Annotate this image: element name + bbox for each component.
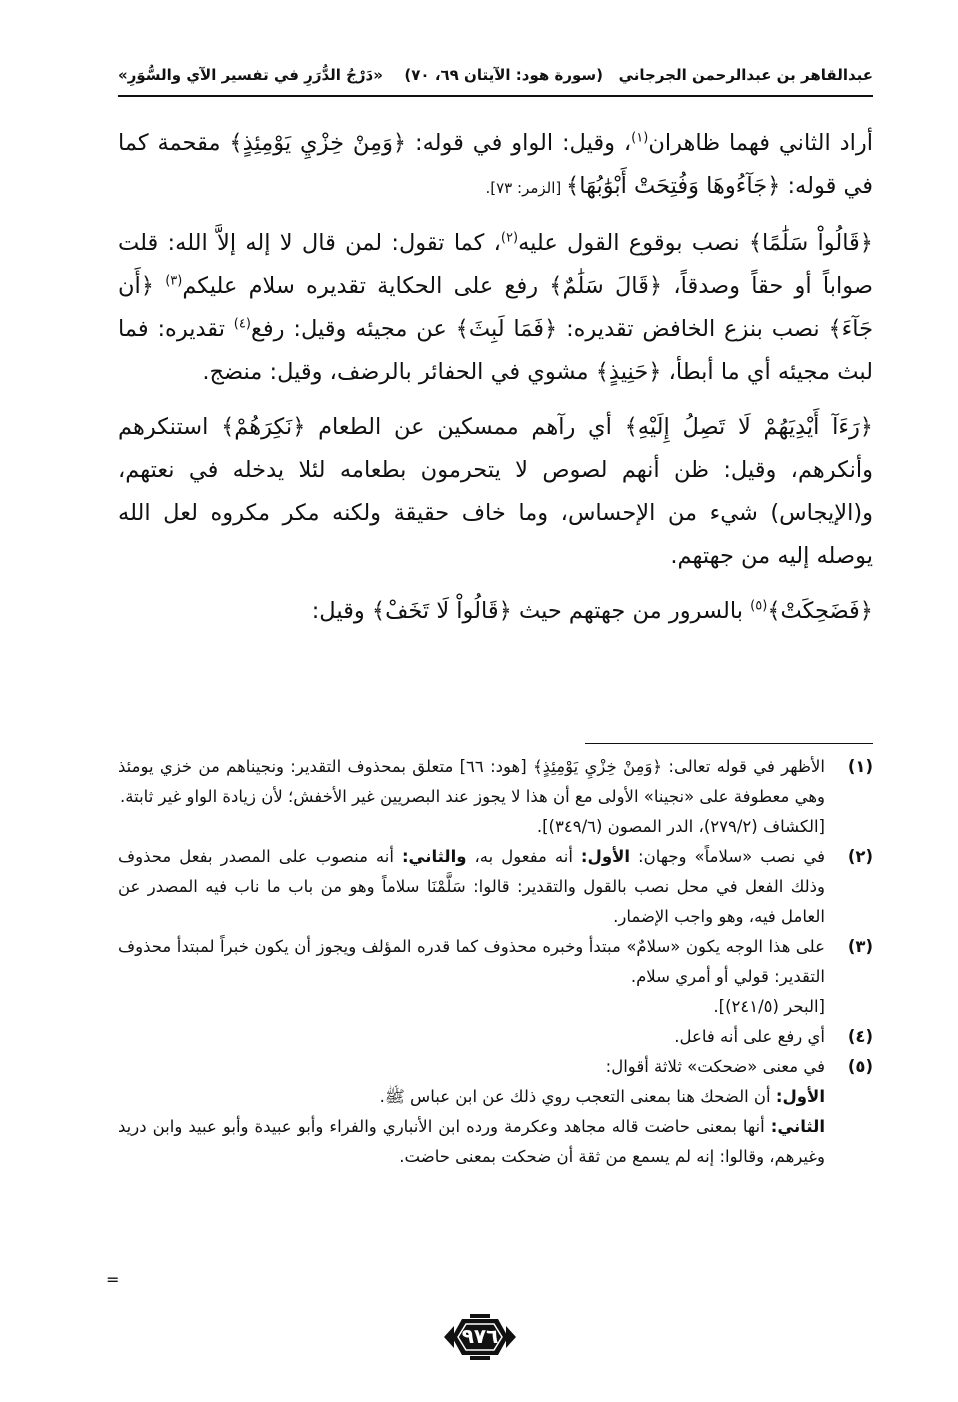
text-run: أنه منصوب على المصدر بفعل محذوف وذلك الفعل في محل نصب بالقول والتقدير: قالوا: سَلَّمْنَا سلاماً وهو من باب ما ناب فيه المصدر عن العامل فيه، وهو واجب الإضمار.	[118, 847, 825, 926]
quran-quote: ﴿قَالُواْ سَلَٰمًا﴾	[748, 230, 873, 256]
footnote-ref-4[interactable]: (٤)	[233, 316, 251, 332]
footnote-citation: [البحر (٢٤١/٥)].	[713, 997, 825, 1016]
paragraph-4	[118, 590, 873, 633]
footnote-text	[118, 842, 825, 932]
text-run: رفع على الحكاية تقديره سلام عليكم	[182, 273, 550, 299]
footnote-number: (٢)	[847, 847, 873, 866]
term-second: الثاني:	[770, 1117, 825, 1136]
footnote-ref-3[interactable]: (٣)	[165, 273, 183, 289]
text-run: أنه مفعول به،	[466, 847, 581, 866]
footnote-divider	[585, 743, 873, 744]
footnote-ref-1[interactable]: (١)	[631, 130, 649, 146]
text-run: الأظهر في قوله تعالى:	[662, 757, 825, 776]
footnote-ref-2[interactable]: (٢)	[500, 230, 519, 246]
footnote-text	[118, 1082, 825, 1112]
text-run: عن مجيئه وقيل: رفع	[250, 316, 456, 342]
footnote-ref-5[interactable]: (٥)	[750, 598, 768, 614]
quran-quote: ﴿فَمَا لَبِثَ﴾	[455, 316, 558, 342]
term-first: الأول:	[775, 1087, 825, 1106]
quran-quote: ﴿وَمِنْ خِزْيِ يَوْمِئِذٍ﴾	[229, 130, 407, 156]
text-run: ، وقيل: الواو في قوله:	[406, 130, 632, 156]
footnotes	[118, 752, 873, 1172]
footnote-3	[118, 932, 873, 1022]
quran-quote: ﴿رَءَآ أَيْدِيَهُمْ لَا تَصِلُ إِلَيْهِ﴾	[624, 414, 873, 440]
footnote-number: (٤)	[847, 1027, 873, 1046]
footnote-text	[118, 1052, 825, 1082]
header-book-title: «دَرْجُ الدُّرَرِ في تفسير الآي والسُّوَرِ»	[118, 66, 383, 84]
paragraph-2	[118, 222, 873, 394]
text-run: أراد الثاني فهما ظاهران	[648, 130, 873, 156]
text-run: تقديره: فما لبث مجيئه أي ما أبطأ،	[118, 316, 873, 385]
footnote-number: (٥)	[847, 1057, 873, 1076]
text-run: ، كما تقول: لمن قال لا إله إلاَّ الله: قلت صواباً أو حقاً وصدقاً،	[118, 230, 873, 299]
quran-quote: ﴿أَن جَآءَ﴾	[118, 273, 873, 342]
quran-quote: ﴿وَمِنْ خِزْيِ يَوْمِئِذٍ﴾	[532, 757, 663, 776]
paragraph-1	[118, 122, 873, 210]
footnote-citation: [الكشاف (٢٧٩/٢)، الدر المصون (٣٤٩/٦)].	[536, 817, 825, 836]
text-run: بالسرور من جهتهم حيث	[511, 598, 751, 624]
footnote-2	[118, 842, 873, 932]
quran-quote: ﴿قَالُواْ لَا تَخَفْ﴾	[371, 598, 512, 624]
text-run: أي رفع على أنه فاعل.	[674, 1027, 825, 1046]
text-run: أنها بمعنى حاضت قاله مجاهد وعكرمة ورده ابن الأنباري والفراء وأبو عبيدة وأبو عبيد وابن دريد وغيرهم، وقالوا: إنه لم يسمع من ثقة أن ضحكت بمعنى حاضت.	[118, 1117, 825, 1166]
text-run: مشوي في الحفائر بالرضف، وقيل: منضج.	[202, 359, 596, 385]
quran-quote: ﴿جَآءُوهَا وَفُتِحَتْ أَبْوَٰبُهَا﴾	[566, 173, 781, 199]
term-second: والثاني:	[401, 847, 467, 866]
main-text	[118, 122, 873, 645]
text-run: مقحمة كما في قوله:	[118, 130, 873, 199]
footnote-text	[118, 752, 825, 812]
text-run: على هذا الوجه يكون «سلامٌ» مبتدأ وخبره محذوف كما قدره المؤلف ويجوز أن يكون خبراً لمبتدأ محذوف التقدير: قولي أو أمري سلام.	[118, 937, 825, 986]
footnote-text	[118, 1112, 825, 1172]
quran-quote: ﴿حَنِيذٍ﴾	[595, 359, 662, 385]
verse-citation: [الزمر: ٧٣].	[485, 179, 567, 197]
term-first: الأول:	[580, 847, 631, 866]
footnote-text	[118, 932, 825, 992]
text-run: [هود: ٦٦] متعلق بمحذوف التقدير: ونجيناهم من خزي يومئذ وهي معطوفة على «نجينا» الأولى مع أن هذا لا يجوز عند البصريين غير الأخفش؛ لأن زيادة الواو غير ثابتة.	[118, 757, 825, 806]
footnote-number: (١)	[847, 757, 873, 776]
text-run: وقيل:	[311, 598, 372, 624]
footnote-text	[118, 1022, 825, 1052]
paragraph-3	[118, 406, 873, 578]
quran-quote: ﴿نَكِرَهُمْ﴾	[221, 414, 306, 440]
text-run: أي رآهم ممسكين عن الطعام	[305, 414, 625, 440]
quran-quote: ﴿قَالَ سَلَٰمٌ﴾	[549, 273, 663, 299]
text-run: استنكرهم وأنكرهم، وقيل: ظن أنهم لصوص لا يتحرمون بطعامه لئلا يدخله في نعتهم، و(الإيجاس) شيء من الإحساس، وما خاف حقيقة ولكنه مكر مكروه لعل الله يوصله إليه من جهتهم.	[118, 414, 873, 569]
quran-quote: ﴿فَضَحِكَتْ﴾	[767, 598, 873, 624]
text-run: في نصب «سلاماً» وجهان:	[630, 847, 825, 866]
footnote-number: (٣)	[847, 937, 873, 956]
text-run: نصب بوقوع القول عليه	[518, 230, 749, 256]
footnote-5	[118, 1052, 873, 1172]
continuation-mark: =	[106, 1270, 120, 1289]
footnote-4	[118, 1022, 873, 1052]
header-surah-reference: (سورة هود: الآيتان ٦٩، ٧٠)	[404, 66, 603, 84]
text-run: أن الضحك هنا بمعنى التعجب روي ذلك عن ابن عباس ﷺ.	[379, 1087, 776, 1106]
header-author: عبدالقاهر بن عبدالرحمن الجرجاني	[618, 66, 873, 84]
header-divider	[118, 95, 873, 97]
text-run: نصب بنزع الخافض تقديره:	[557, 316, 829, 342]
text-run: في معنى «ضحكت» ثلاثة أقوال:	[605, 1057, 825, 1076]
page-number: ٩٧٦	[461, 1324, 499, 1348]
footnote-1	[118, 752, 873, 842]
running-header	[118, 62, 873, 90]
